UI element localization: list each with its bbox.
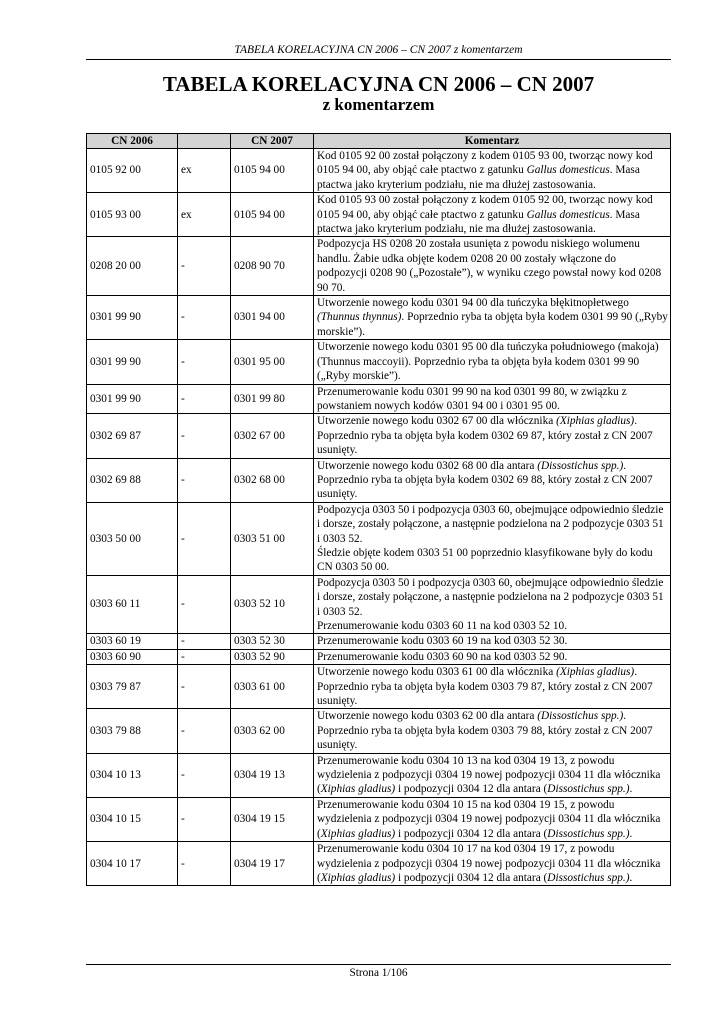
cell-cn2006: 0208 20 00 (87, 237, 178, 296)
comment-text: Utworzenie nowego kodu 0302 67 00 dla włócznika (317, 415, 557, 428)
cell-relation: ex (178, 193, 231, 237)
table-row (87, 458, 671, 502)
cell-comment (314, 709, 671, 753)
cell-cn2007: 0303 62 00 (231, 709, 314, 753)
species-name: Xiphias gladius) (320, 783, 396, 796)
cell-relation: - (178, 414, 231, 458)
cell-cn2007: 0303 61 00 (231, 665, 314, 709)
comment-text: Kod 0105 93 00 został połączony z kodem 0105 92 00, tworząc nowy kod 0105 94 00, aby objąć całe ptactwo z gatunku (317, 194, 653, 221)
cell-comment (314, 296, 671, 340)
comment-text: Utworzenie nowego kodu 0301 95 00 dla tuńczyka południowego (makoja) (Thunnus maccoyii). Poprzednio ryba ta objęta była kodem 0301 99 90 („Ryby morskie”). (317, 341, 659, 383)
comment-text: . (629, 783, 633, 796)
cell-cn2007: 0302 68 00 (231, 458, 314, 502)
cell-cn2006: 0303 60 11 (87, 575, 178, 634)
comment-text: i podpozycji 0304 12 dla antara ( (395, 871, 548, 884)
comment-text: Utworzenie nowego kodu 0301 94 00 dla tuńczyka błękitnopłetwego (317, 297, 629, 310)
table-row (87, 649, 671, 664)
comment-text: Przenumerowanie kodu 0304 10 15 na kod 0304 19 15, z powodu wydzielenia z podpozycji 0304 19 nowej podpozycji 0304 11 dla włócznika ( (317, 798, 661, 840)
species-name: (Thunnus thynnus) (317, 311, 402, 324)
cell-cn2006: 0105 92 00 (87, 149, 178, 193)
cell-comment (314, 753, 671, 797)
comment-text: . Poprzednio ryba ta objęta była kodem 0302 69 88, który został z CN 2007 usunięty. (317, 459, 653, 501)
cell-cn2007: 0105 94 00 (231, 149, 314, 193)
table-body (87, 149, 671, 886)
comment-text: . Poprzednio ryba ta objęta była kodem 0303 79 87, który został z CN 2007 usunięty. (317, 666, 653, 708)
cell-cn2006: 0304 10 15 (87, 797, 178, 841)
table-row (87, 340, 671, 384)
cell-cn2006: 0301 99 90 (87, 340, 178, 384)
cell-relation: - (178, 575, 231, 634)
comment-text: Przenumerowanie kodu 0304 10 13 na kod 0304 19 13, z powodu wydzielenia z podpozycji 0304 19 nowej podpozycji 0304 11 dla włócznika ( (317, 754, 661, 796)
species-name: Gallus domesticus (526, 208, 610, 221)
cell-relation: - (178, 296, 231, 340)
cell-cn2006: 0303 60 19 (87, 634, 178, 649)
cell-comment (314, 502, 671, 575)
comment-text: Przenumerowanie kodu 0303 60 11 na kod 0303 52 10. (317, 620, 567, 632)
cell-cn2007: 0208 90 70 (231, 237, 314, 296)
cell-comment (314, 575, 671, 634)
cell-relation: ex (178, 149, 231, 193)
comment-text: . Masa ptactwa jako kryterium podziału, nie ma dłużej zastosowania. (317, 208, 640, 236)
cell-cn2007: 0301 94 00 (231, 296, 314, 340)
cell-relation: - (178, 753, 231, 797)
cell-cn2007: 0304 19 17 (231, 842, 314, 886)
document-title: TABELA KORELACYJNA CN 2006 – CN 2007 (162, 72, 595, 96)
table-row (87, 665, 671, 709)
comment-text: Kod 0105 92 00 został połączony z kodem 0105 93 00, tworząc nowy kod 0105 94 00, aby objąć całe ptactwo z gatunku (317, 150, 653, 177)
comment-text: i podpozycji 0304 12 dla antara ( (395, 827, 548, 840)
cell-cn2006: 0303 60 90 (87, 649, 178, 664)
cell-relation: - (178, 649, 231, 664)
cell-cn2007: 0301 95 00 (231, 340, 314, 384)
cell-cn2006: 0302 69 87 (87, 414, 178, 458)
table-row (87, 149, 671, 193)
cell-relation: - (178, 665, 231, 709)
cell-relation: - (178, 237, 231, 296)
cell-comment (314, 842, 671, 886)
table-row (87, 193, 671, 237)
cell-cn2007: 0303 52 10 (231, 575, 314, 634)
cell-cn2006: 0303 79 88 (87, 709, 178, 753)
cell-comment (314, 665, 671, 709)
species-name: (Xiphias gladius) (556, 666, 635, 679)
comment-text: Utworzenie nowego kodu 0303 61 00 dla włócznika (317, 666, 557, 679)
cell-cn2006: 0105 93 00 (87, 193, 178, 237)
footer-rule (86, 964, 671, 965)
comment-text: Podpozycja 0303 50 i podpozycja 0303 60, obejmujące odpowiednio śledzie i dorsze, zostały połączone, a następnie podzielona na 2 podpozycje 0303 51 i 0303 52. (317, 503, 664, 545)
table-row (87, 842, 671, 886)
cell-relation: - (178, 384, 231, 414)
table-row (87, 237, 671, 296)
page-number: Strona 1/106 (349, 967, 408, 979)
cell-relation: - (178, 797, 231, 841)
species-name: Dissostichus spp.) (547, 827, 630, 840)
cell-comment (314, 458, 671, 502)
comment-text: . Poprzednio ryba ta objęta była kodem 0302 69 87, który został z CN 2007 usunięty. (317, 415, 653, 457)
table-row (87, 634, 671, 649)
comment-text: . Masa ptactwa jako kryterium podziału, nie ma dłużej zastosowania. (317, 164, 640, 191)
table-row (87, 797, 671, 841)
cell-cn2007: 0105 94 00 (231, 193, 314, 237)
cell-cn2007: 0304 19 13 (231, 753, 314, 797)
cell-relation: - (178, 709, 231, 753)
comment-text: Śledzie objęte kodem 0303 51 00 poprzednio klasyfikowane były do kodu CN 0303 50 00. (317, 546, 653, 574)
cell-cn2007: 0301 99 80 (231, 384, 314, 414)
cell-relation: - (178, 458, 231, 502)
cell-comment (314, 340, 671, 384)
cell-cn2006: 0304 10 17 (87, 842, 178, 886)
cell-comment (314, 193, 671, 237)
species-name: Xiphias gladius) (320, 871, 396, 884)
species-name: (Dissostichus spp.) (537, 459, 624, 472)
cell-cn2006: 0303 79 87 (87, 665, 178, 709)
cell-cn2006: 0302 69 88 (87, 458, 178, 502)
cell-comment (314, 634, 671, 649)
correlation-table (86, 133, 671, 886)
cell-cn2006: 0304 10 13 (87, 753, 178, 797)
header-cn2006: CN 2006 (87, 134, 178, 149)
cell-comment (314, 414, 671, 458)
table-row (87, 575, 671, 634)
cell-relation: - (178, 340, 231, 384)
comment-text: Przenumerowanie kodu 0304 10 17 na kod 0304 19 17, z powodu wydzielenia z podpozycji 0304 19 nowej podpozycji 0304 11 dla włócznika ( (317, 843, 661, 884)
cell-comment (314, 237, 671, 296)
cell-cn2006: 0301 99 90 (87, 296, 178, 340)
cell-cn2007: 0303 51 00 (231, 502, 314, 575)
header-comment: Komentarz (314, 134, 671, 149)
document-subtitle: z komentarzem (322, 95, 435, 114)
comment-text: . (629, 871, 633, 884)
comment-text: Przenumerowanie kodu 0301 99 90 na kod 0301 99 80, w związku z powstaniem nowych kodów 0301 94 00 i 0301 95 00. (317, 385, 627, 412)
cell-relation: - (178, 634, 231, 649)
header-cn2007: CN 2007 (231, 134, 314, 149)
comment-text: . (629, 827, 633, 840)
table-row (87, 709, 671, 753)
species-name: Xiphias gladius) (320, 827, 396, 840)
cell-relation: - (178, 502, 231, 575)
header-relation (178, 134, 231, 149)
cell-relation: - (178, 842, 231, 886)
comment-text: Przenumerowanie kodu 0303 60 90 na kod 0303 52 90. (317, 650, 568, 663)
comment-text: Przenumerowanie kodu 0303 60 19 na kod 0303 52 30. (317, 635, 568, 648)
comment-text: . Poprzednio ryba ta objęta była kodem 0301 99 90 („Ryby morskie”). (317, 311, 668, 338)
cell-cn2007: 0303 52 90 (231, 649, 314, 664)
species-name: Dissostichus spp.) (547, 871, 630, 884)
running-header: TABELA KORELACYJNA CN 2006 – CN 2007 z komentarzem (234, 44, 523, 56)
table-row (87, 384, 671, 414)
comment-text: Utworzenie nowego kodu 0302 68 00 dla antara (317, 459, 538, 472)
species-name: Dissostichus spp.) (547, 783, 630, 796)
table-row (87, 296, 671, 340)
table-row (87, 502, 671, 575)
cell-comment (314, 149, 671, 193)
cell-cn2006: 0301 99 90 (87, 384, 178, 414)
comment-text: Podpozycja HS 0208 20 została usunięta z powodu niskiego wolumenu handlu. Żabie udka objęte kodem 0208 20 00 zostały włączone do podpozycji 0208 90 („Pozostałe”), w wyniku czego powstał nowy kod 0208 90 70. (317, 238, 662, 294)
table-header-row (87, 134, 671, 149)
cell-comment (314, 384, 671, 414)
species-name: (Xiphias gladius) (556, 415, 635, 428)
header-rule (86, 59, 671, 60)
cell-comment (314, 649, 671, 664)
comment-text: Utworzenie nowego kodu 0303 62 00 dla antara (317, 710, 538, 723)
cell-comment (314, 797, 671, 841)
table-row (87, 753, 671, 797)
cell-cn2007: 0304 19 15 (231, 797, 314, 841)
comment-text: i podpozycji 0304 12 dla antara ( (395, 783, 548, 796)
cell-cn2006: 0303 50 00 (87, 502, 178, 575)
comment-text: Podpozycja 0303 50 i podpozycja 0303 60, obejmujące odpowiednio śledzie i dorsze, zostały połączone, a następnie podzielona na 2 podpozycje 0303 51 i 0303 52. (317, 576, 664, 618)
species-name: Gallus domesticus (526, 164, 610, 177)
cell-cn2007: 0303 52 30 (231, 634, 314, 649)
table-row (87, 414, 671, 458)
comment-text: . Poprzednio ryba ta objęta była kodem 0303 79 88, który został z CN 2007 usunięty. (317, 710, 653, 752)
cell-cn2007: 0302 67 00 (231, 414, 314, 458)
species-name: (Dissostichus spp.) (537, 710, 624, 723)
